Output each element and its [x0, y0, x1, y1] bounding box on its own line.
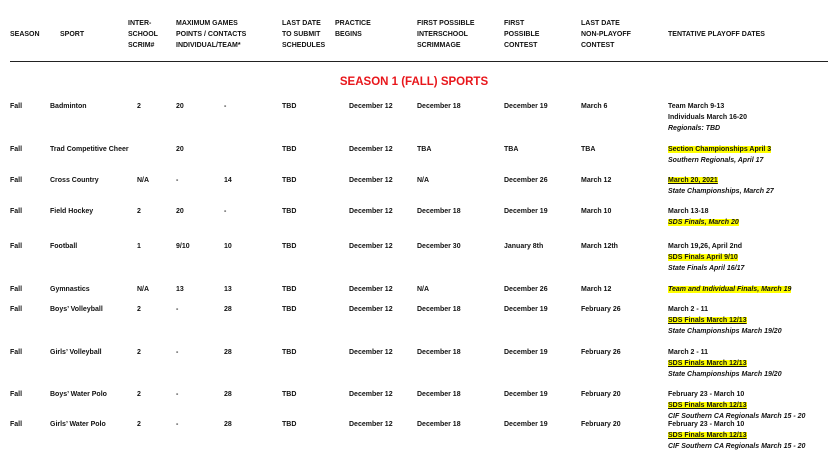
sport-cell: Cross Country: [50, 177, 99, 184]
practice-cell: December 12: [349, 243, 393, 250]
header-practice: PRACTICE BEGINS: [335, 20, 371, 38]
scrim-cell: 1: [137, 243, 141, 250]
first-scrim-cell: December 18: [417, 103, 461, 110]
sport-cell: Boys’ Volleyball: [50, 306, 103, 313]
sport-cell: Field Hockey: [50, 208, 94, 215]
season-cell: Fall: [10, 103, 23, 110]
sport-cell: Gymnastics: [50, 286, 90, 293]
submit-date-cell: TBD: [282, 177, 297, 184]
games-cell: -: [176, 349, 179, 356]
first-scrim-cell: N/A: [417, 286, 430, 293]
practice-cell: December 12: [349, 286, 393, 293]
playoff-date-line: SDS Finals March 12/13: [668, 432, 747, 439]
practice-cell: December 12: [349, 177, 393, 184]
season-cell: Fall: [10, 146, 23, 153]
last-date-cell: February 26: [581, 349, 621, 356]
season-cell: Fall: [10, 349, 23, 356]
playoff-dates-cell: [668, 101, 747, 134]
playoff-date-line: SDS Finals March 12/13: [668, 360, 747, 367]
season-cell: Fall: [10, 391, 23, 398]
scrim-cell: 2: [137, 103, 141, 110]
playoff-date-line: Individuals March 16-20: [668, 114, 747, 121]
playoff-dates-cell: [668, 304, 782, 337]
team-cell: 28: [224, 421, 232, 428]
playoff-date-line: March 19,26, April 2nd: [668, 243, 743, 250]
practice-cell: December 12: [349, 306, 393, 313]
team-cell: 28: [224, 391, 232, 398]
playoff-date-line: March 2 - 11: [668, 349, 709, 356]
submit-date-cell: TBD: [282, 306, 297, 313]
playoff-date-line: Team March 9-13: [668, 103, 725, 110]
playoff-dates-cell: [668, 175, 774, 197]
team-cell: -: [224, 103, 227, 110]
last-date-cell: March 12: [581, 286, 612, 293]
playoff-dates-cell: [668, 284, 791, 295]
season-cell: Fall: [10, 208, 23, 215]
last-date-cell: March 10: [581, 208, 612, 215]
playoff-date-line: Regionals: TBD: [668, 125, 721, 132]
season-cell: Fall: [10, 306, 23, 313]
first-scrim-cell: December 18: [417, 349, 461, 356]
submit-date-cell: TBD: [282, 286, 297, 293]
last-date-cell: February 20: [581, 391, 621, 398]
submit-date-cell: TBD: [282, 243, 297, 250]
first-contest-cell: December 19: [504, 349, 548, 356]
sport-cell: Girls’ Water Polo: [50, 421, 106, 428]
games-cell: 13: [176, 286, 184, 293]
playoff-date-line: Southern Regionals, April 17: [668, 157, 764, 164]
first-scrim-cell: TBA: [417, 146, 432, 153]
scrim-cell: 2: [137, 421, 141, 428]
playoff-date-line: CIF Southern CA Regionals March 15 - 20: [668, 443, 806, 450]
season-cell: Fall: [10, 243, 23, 250]
playoff-date-line: March 2 - 11: [668, 306, 709, 313]
first-contest-cell: January 8th: [504, 243, 544, 250]
first-contest-cell: December 19: [504, 421, 548, 428]
submit-date-cell: TBD: [282, 103, 297, 110]
first-scrim-cell: N/A: [417, 177, 430, 184]
playoff-date-line: Section Championships April 3: [668, 146, 772, 153]
scrim-cell: 2: [137, 306, 141, 313]
last-date-cell: February 26: [581, 306, 621, 313]
playoff-dates-cell: [668, 241, 744, 274]
first-contest-cell: December 19: [504, 306, 548, 313]
submit-date-cell: TBD: [282, 421, 297, 428]
header-divider: [10, 61, 828, 62]
first-contest-cell: December 26: [504, 177, 548, 184]
games-cell: 9/10: [176, 243, 190, 250]
playoff-date-line: CIF Southern CA Regionals March 15 - 20: [668, 413, 806, 420]
first-scrim-cell: December 18: [417, 421, 461, 428]
first-scrim-cell: December 30: [417, 243, 461, 250]
header-last-nonplayoff: LAST DATE NON-PLAYOFF CONTEST: [581, 20, 631, 49]
submit-date-cell: TBD: [282, 208, 297, 215]
practice-cell: December 12: [349, 208, 393, 215]
playoff-date-line: February 23 - March 10: [668, 421, 745, 428]
practice-cell: December 12: [349, 421, 393, 428]
header-sport: SPORT: [60, 31, 85, 38]
playoff-date-line: SDS Finals March 12/13: [668, 402, 747, 409]
playoff-date-line: State Championships, March 27: [668, 188, 774, 195]
first-scrim-cell: December 18: [417, 306, 461, 313]
games-cell: 20: [176, 208, 184, 215]
playoff-date-line: SDS Finals March 12/13: [668, 317, 747, 324]
first-scrim-cell: December 18: [417, 391, 461, 398]
team-cell: -: [224, 208, 227, 215]
header-first-contest: FIRST POSSIBLE CONTEST: [504, 20, 540, 49]
sport-cell: Badminton: [50, 103, 87, 110]
games-cell: -: [176, 421, 179, 428]
games-cell: -: [176, 306, 179, 313]
scrim-cell: 2: [137, 208, 141, 215]
submit-date-cell: TBD: [282, 349, 297, 356]
playoff-date-line: March 13-18: [668, 208, 709, 215]
team-cell: 28: [224, 349, 232, 356]
playoff-date-line: February 23 - March 10: [668, 391, 745, 398]
playoff-date-line: State Championships March 19/20: [668, 371, 782, 378]
playoff-dates-cell: [668, 419, 805, 452]
sport-cell: Football: [50, 243, 78, 250]
sport-cell: Girls’ Volleyball: [50, 349, 102, 356]
team-cell: 14: [224, 177, 232, 184]
playoff-dates-cell: [668, 206, 739, 228]
scrim-cell: N/A: [137, 177, 150, 184]
scrim-cell: N/A: [137, 286, 150, 293]
first-contest-cell: December 19: [504, 208, 548, 215]
playoff-date-line: State Finals April 16/17: [668, 265, 745, 272]
header-scrim: INTER- SCHOOL SCRIM#: [128, 20, 158, 49]
header-max-games: MAXIMUM GAMES POINTS / CONTACTS INDIVIDUAL/TEAM*: [176, 20, 247, 49]
playoff-dates-cell: [668, 347, 782, 380]
first-contest-cell: TBA: [504, 146, 519, 153]
last-date-cell: February 20: [581, 421, 621, 428]
first-scrim-cell: December 18: [417, 208, 461, 215]
sport-cell: Boys’ Water Polo: [50, 391, 107, 398]
playoff-date-line: State Championships March 19/20: [668, 328, 782, 335]
team-cell: 10: [224, 243, 232, 250]
last-date-cell: March 12: [581, 177, 612, 184]
playoff-dates-cell: [668, 144, 771, 166]
playoff-dates-cell: [668, 389, 805, 422]
games-cell: 20: [176, 146, 184, 153]
practice-cell: December 12: [349, 146, 393, 153]
sport-cell: Trad Competitive Cheer: [50, 146, 129, 153]
submit-date-cell: TBD: [282, 391, 297, 398]
games-cell: -: [176, 391, 179, 398]
season-cell: Fall: [10, 177, 23, 184]
playoff-date-line: Team and Individual Finals, March 19: [668, 286, 792, 293]
header-playoff: TENTATIVE PLAYOFF DATES: [668, 31, 765, 38]
header-season: SEASON: [10, 31, 40, 38]
games-cell: -: [176, 177, 179, 184]
first-contest-cell: December 19: [504, 391, 548, 398]
season-cell: Fall: [10, 421, 23, 428]
practice-cell: December 12: [349, 349, 393, 356]
playoff-date-line: March 20, 2021: [668, 177, 718, 184]
practice-cell: December 12: [349, 391, 393, 398]
first-contest-cell: December 26: [504, 286, 548, 293]
games-cell: 20: [176, 103, 184, 110]
season-title: SEASON 1 (FALL) SPORTS: [339, 76, 489, 88]
last-date-cell: March 6: [581, 103, 608, 110]
team-cell: 28: [224, 306, 232, 313]
playoff-date-line: SDS Finals, March 20: [668, 219, 739, 226]
header-last-date-submit: LAST DATE TO SUBMIT SCHEDULES: [282, 20, 326, 49]
header-first-scrim: FIRST POSSIBLE INTERSCHOOL SCRIMMAGE: [417, 20, 475, 49]
first-contest-cell: December 19: [504, 103, 548, 110]
last-date-cell: March 12th: [581, 243, 618, 250]
last-date-cell: TBA: [581, 146, 596, 153]
season-cell: Fall: [10, 286, 23, 293]
submit-date-cell: TBD: [282, 146, 297, 153]
practice-cell: December 12: [349, 103, 393, 110]
playoff-date-line: SDS Finals April 9/10: [668, 254, 738, 261]
scrim-cell: 2: [137, 391, 141, 398]
scrim-cell: 2: [137, 349, 141, 356]
team-cell: 13: [224, 286, 232, 293]
